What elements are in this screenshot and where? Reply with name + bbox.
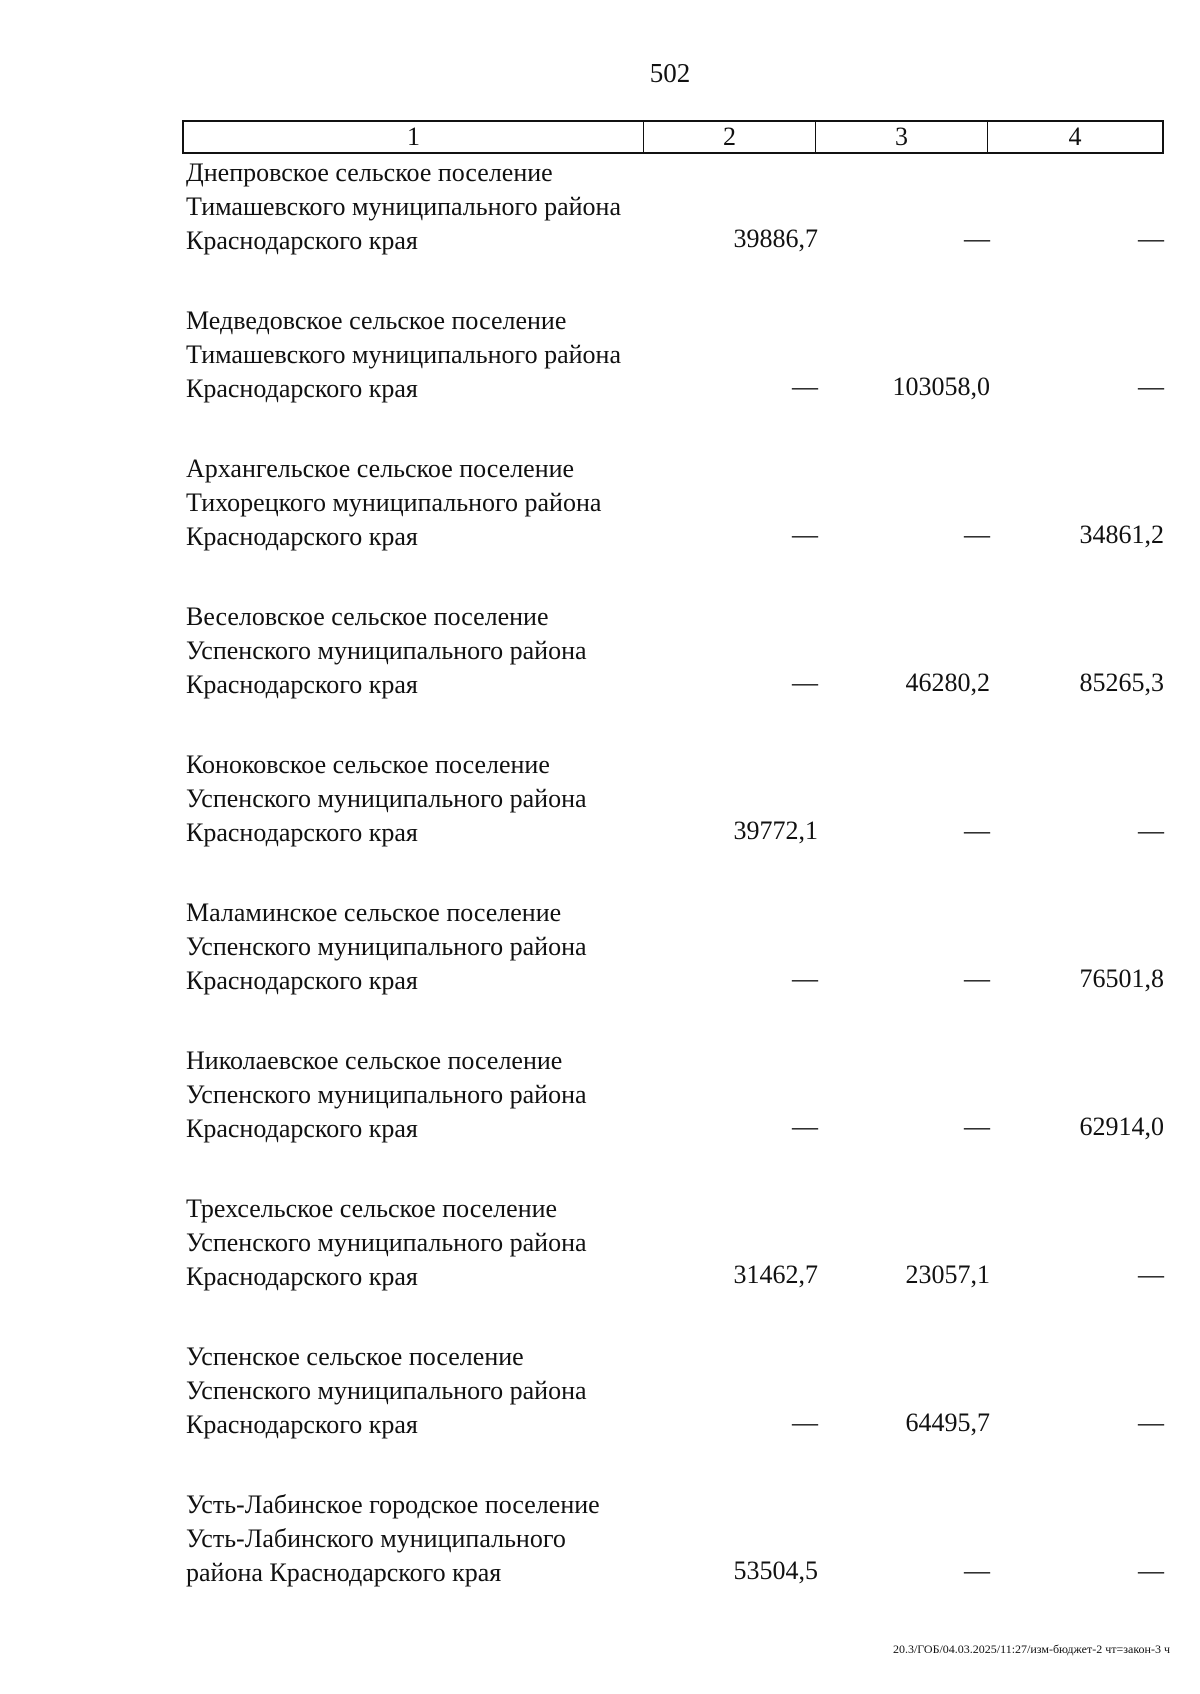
settlement-name: Маламинское сельское поселение Успенского муниципального района Краснодарского края — [186, 898, 587, 995]
value-col-2: — — [792, 1408, 818, 1437]
value-col-4: 76501,8 — [1079, 964, 1164, 993]
column-header-2: 2 — [644, 122, 816, 152]
settlement-name: Успенское сельское поселение Успенского муниципального района Краснодарского края — [186, 1342, 587, 1439]
value-col-4: 34861,2 — [1079, 520, 1164, 549]
value-col-4: 85265,3 — [1079, 668, 1164, 697]
value-col-2: — — [792, 1112, 818, 1141]
value-col-2: 39886,7 — [733, 224, 818, 253]
settlement-name: Архангельское сельское поселение Тихорецкого муниципального района Краснодарского края — [186, 454, 602, 551]
settlement-name: Веселовское сельское поселение Успенского муниципального района Краснодарского края — [186, 602, 587, 699]
column-header-3: 3 — [816, 122, 988, 152]
value-col-2: 53504,5 — [733, 1556, 818, 1585]
settlement-name: Усть-Лабинское городское поселение Усть-Лабинского муниципального района Краснодарского края — [186, 1490, 600, 1587]
value-col-4: — — [1138, 372, 1164, 401]
settlement-name: Николаевское сельское поселение Успенского муниципального района Краснодарского края — [186, 1046, 587, 1143]
column-header-4: 4 — [1068, 122, 1082, 151]
value-col-2: 31462,7 — [733, 1260, 818, 1289]
value-col-3: — — [964, 1556, 990, 1585]
value-col-4: — — [1138, 1260, 1164, 1289]
table-row — [186, 748, 1166, 896]
value-col-4: — — [1138, 224, 1164, 253]
value-col-3: — — [964, 520, 990, 549]
settlement-name: Медведовское сельское поселение Тимашевского муниципального района Краснодарского края — [186, 306, 621, 403]
table-row — [186, 896, 1166, 1044]
document-footer-code: 20.3/ГОБ/04.03.2025/11:27/изм-бюджет-2 чт=закон-3 ч — [892, 1642, 1170, 1656]
value-col-2: — — [792, 520, 818, 549]
column-header-1: 1 — [184, 122, 644, 152]
value-col-3: 23057,1 — [905, 1260, 990, 1289]
value-col-4: — — [1138, 816, 1164, 845]
settlement-name: Коноковское сельское поселение Успенского муниципального района Краснодарского края — [186, 750, 587, 847]
settlement-name: Днепровское сельское поселение Тимашевского муниципального района Краснодарского края — [186, 158, 621, 255]
table-row — [186, 1192, 1166, 1340]
table-row — [186, 452, 1166, 600]
value-col-3: 46280,2 — [905, 668, 990, 697]
value-col-4: — — [1138, 1408, 1164, 1437]
table-row — [186, 156, 1166, 304]
value-col-2: 39772,1 — [733, 816, 818, 845]
table-row — [186, 1044, 1166, 1192]
table-row — [186, 304, 1166, 452]
settlement-name: Трехсельское сельское поселение Успенского муниципального района Краснодарского края — [186, 1194, 587, 1291]
value-col-3: — — [964, 964, 990, 993]
table-row — [186, 1340, 1166, 1488]
value-col-2: — — [792, 372, 818, 401]
value-col-4: 62914,0 — [1079, 1112, 1164, 1141]
value-col-2: — — [792, 668, 818, 697]
value-col-3: 64495,7 — [905, 1408, 990, 1437]
value-col-4: — — [1138, 1556, 1164, 1585]
table-row — [186, 1488, 1166, 1636]
table-body — [186, 156, 1166, 1636]
value-col-2: — — [792, 964, 818, 993]
value-col-3: — — [964, 1112, 990, 1141]
page-number: 502 — [649, 58, 691, 88]
value-col-3: — — [964, 224, 990, 253]
table-header — [182, 120, 1164, 154]
table-row — [186, 600, 1166, 748]
value-col-3: 103058,0 — [892, 372, 990, 401]
value-col-3: — — [964, 816, 990, 845]
